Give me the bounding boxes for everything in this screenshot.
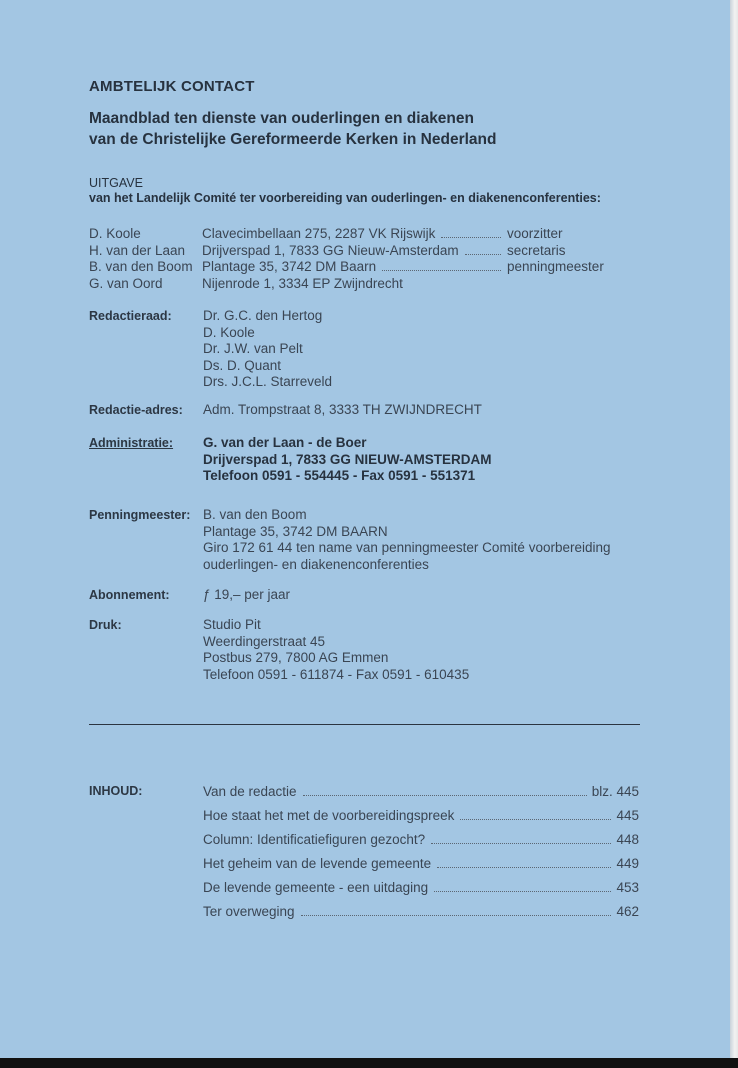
giro-line: Giro 172 61 44 ten name van penningmeester Comité voorbereiding: [203, 540, 611, 555]
member-address: Nijenrode 1, 3334 EP Zwijndrecht: [202, 275, 403, 291]
toc-entry: [203, 904, 639, 928]
section-divider: [89, 724, 640, 725]
toc-page: 449: [616, 856, 639, 871]
druk-line: Telefoon 0591 - 611874 - Fax 0591 - 610435: [203, 666, 470, 682]
redactieraad-label: Redactieraad:: [89, 309, 172, 323]
administratie-details: [203, 435, 492, 485]
toc-title: Van de redactie: [203, 784, 297, 799]
administratie-line: Drijverspad 1, 7833 GG NIEUW-AMSTERDAM: [203, 451, 492, 467]
dot-leader: [434, 891, 611, 892]
dot-leader: [441, 237, 501, 238]
member-role: penningmeester: [507, 259, 604, 274]
druk-line: Studio Pit: [203, 617, 261, 632]
member-name: B. van den Boom: [89, 259, 193, 274]
subtitle-line-2: van de Christelijke Gereformeerde Kerken in Nederland: [89, 131, 497, 148]
toc-title: Hoe staat het met de voorbereidingspreek: [203, 808, 455, 823]
editor-name: Ds. D. Quant: [203, 357, 282, 373]
toc-title: Het geheim van de levende gemeente: [203, 856, 432, 871]
druk-line: Weerdingerstraat 45: [203, 633, 326, 649]
redactie-adres-label: Redactie-adres:: [89, 403, 183, 417]
contents-label: INHOUD:: [89, 784, 143, 798]
dot-leader: [301, 915, 612, 916]
administratie-line: Telefoon 0591 - 554445 - Fax 0591 - 551371: [203, 468, 476, 483]
committee-row: [89, 276, 647, 293]
penningmeester-label: Penningmeester:: [89, 508, 191, 522]
editor-name: D. Koole: [203, 324, 255, 340]
giro-details: [203, 540, 611, 573]
publisher-line: van het Landelijk Comité ter voorbereiding van ouderlingen- en diakenenconferenties:: [89, 191, 601, 205]
magazine-subtitle: [89, 108, 496, 150]
druk-details: [203, 617, 469, 683]
page-edge-right: [730, 0, 738, 1068]
toc-page: blz. 445: [591, 784, 639, 799]
penningmeester-details: [203, 507, 388, 540]
member-role: secretaris: [507, 242, 566, 258]
toc-entry: [203, 880, 639, 904]
giro-line: ouderlingen- en diakenenconferenties: [203, 556, 429, 572]
redactieraad-members: [203, 308, 332, 391]
penningmeester-line: B. van den Boom: [203, 507, 307, 522]
dot-leader: [431, 843, 611, 844]
toc-title: Column: Identificatiefiguren gezocht?: [203, 832, 426, 847]
member-address-cell: [202, 259, 507, 276]
editor-name: Dr. J.W. van Pelt: [203, 341, 303, 356]
table-of-contents: [203, 784, 639, 928]
redactie-adres-value: Adm. Trompstraat 8, 3333 TH ZWIJNDRECHT: [203, 402, 482, 417]
member-role: voorzitter: [507, 226, 563, 241]
committee-list: [89, 226, 647, 292]
dot-leader: [303, 795, 587, 796]
committee-row: [89, 226, 647, 243]
page-edge-bottom: [0, 1058, 738, 1068]
member-name: G. van Oord: [89, 275, 163, 291]
penningmeester-line: Plantage 35, 3742 DM BAARN: [203, 523, 388, 539]
abonnement-label: Abonnement:: [89, 588, 170, 602]
member-address: Drijverspad 1, 7833 GG Nieuw-Amsterdam: [202, 242, 459, 258]
member-address: Plantage 35, 3742 DM Baarn: [202, 259, 377, 274]
member-address: Clavecimbellaan 275, 2287 VK Rijswijk: [202, 226, 436, 241]
toc-page: 448: [616, 832, 639, 847]
dot-leader: [382, 270, 501, 271]
toc-entry: [203, 832, 639, 856]
druk-line: Postbus 279, 7800 AG Emmen: [203, 650, 389, 665]
toc-title: Ter overweging: [203, 904, 295, 919]
member-name: D. Koole: [89, 226, 141, 241]
member-address-cell: [202, 276, 507, 293]
administratie-line: G. van der Laan - de Boer: [203, 435, 367, 450]
druk-label: Druk:: [89, 618, 122, 632]
dot-leader: [465, 254, 501, 255]
toc-page: 462: [616, 904, 639, 919]
dot-leader: [437, 867, 611, 868]
member-name: H. van der Laan: [89, 242, 186, 258]
dot-leader: [460, 819, 611, 820]
toc-page: 453: [616, 880, 639, 895]
member-address-cell: [202, 243, 507, 260]
committee-row: [89, 243, 647, 260]
administratie-label: Administratie:: [89, 436, 174, 450]
editor-name: Drs. J.C.L. Starreveld: [203, 374, 333, 389]
publisher-label: UITGAVE: [89, 176, 143, 190]
toc-entry: [203, 784, 639, 808]
committee-row: [89, 259, 647, 276]
member-address-cell: [202, 226, 507, 243]
magazine-title: AMBTELIJK CONTACT: [89, 78, 255, 95]
toc-page: 445: [616, 808, 639, 823]
toc-title: De levende gemeente - een uitdaging: [203, 880, 429, 895]
abonnement-value: ƒ 19,– per jaar: [203, 587, 291, 602]
toc-entry: [203, 808, 639, 832]
member-role: [507, 276, 647, 293]
subtitle-line-1: Maandblad ten dienste van ouderlingen en diakenen: [89, 110, 474, 127]
editor-name: Dr. G.C. den Hertog: [203, 308, 323, 323]
toc-entry: [203, 856, 639, 880]
